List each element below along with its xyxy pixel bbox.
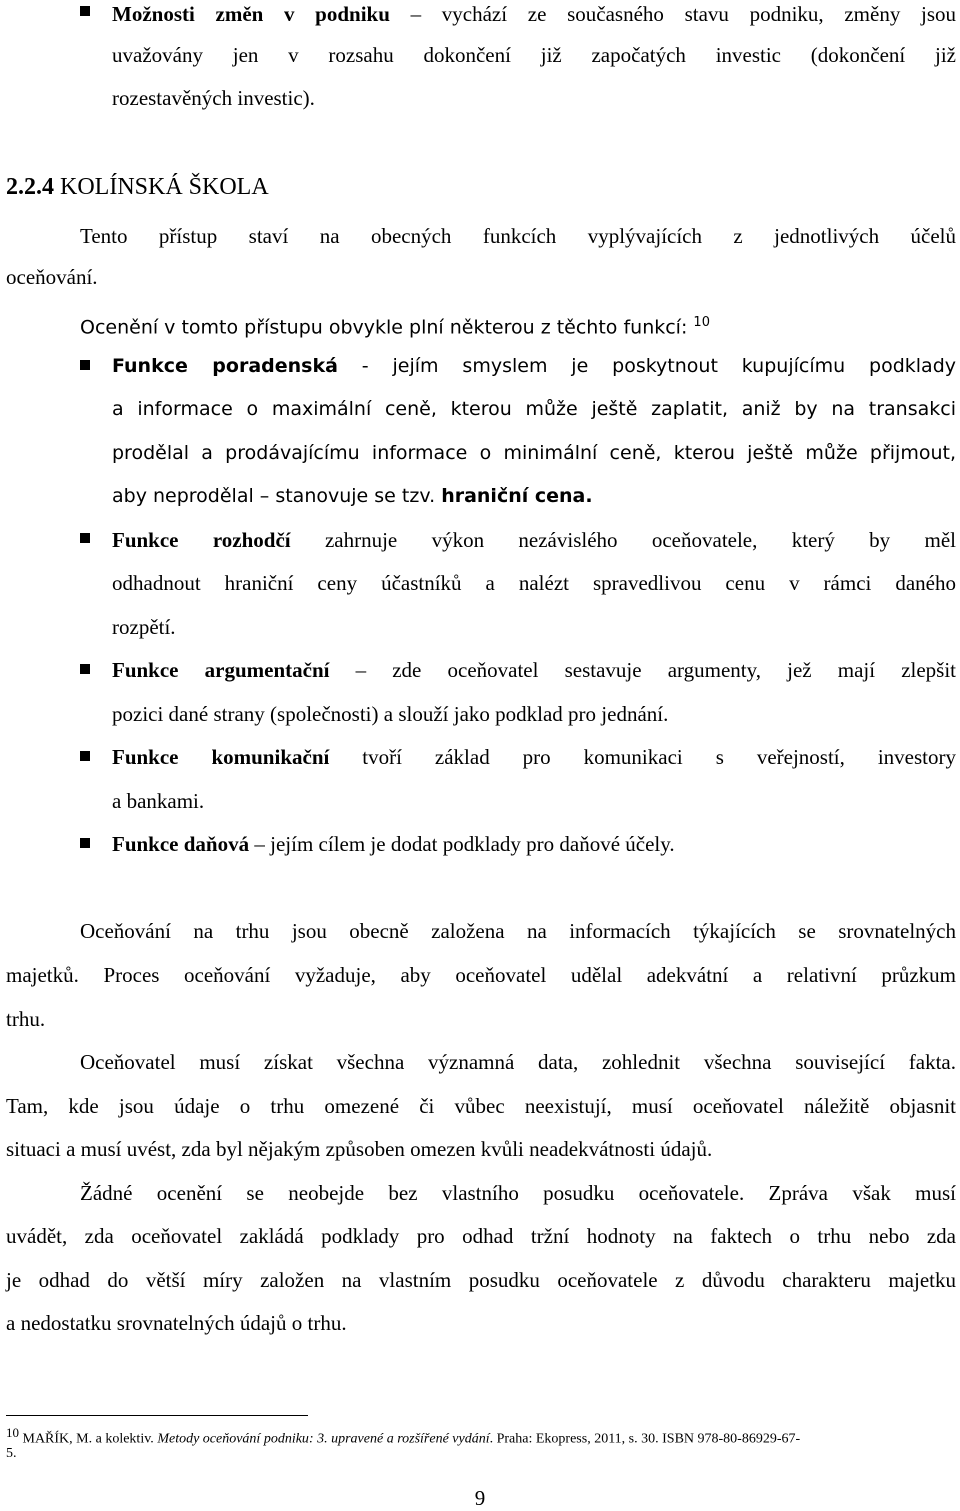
bullet-line: Možnosti změn v podniku – vychází ze současného stavu podniku, změny jsou: [112, 2, 957, 26]
footnote-number: 10: [6, 1425, 19, 1440]
section-number: 2.2.4: [6, 174, 54, 200]
footnote-continuation: 5.: [6, 1446, 17, 1461]
bullet-line: uvažovány jen v rozsahu dokončení již započatých investic (dokončení již: [112, 43, 956, 67]
paragraph-line: Tam, kde jsou údaje o trhu omezené či vůbec neexistují, musí oceňovatel náležitě objasnit: [6, 1094, 956, 1118]
paragraph-line: Oceňovatel musí získat všechna významná data, zohlednit všechna související fakta.: [80, 1050, 956, 1074]
bullet-marker: [80, 751, 90, 761]
bullet-marker: [80, 664, 90, 674]
function-line: rozpětí.: [112, 615, 176, 639]
function-item: Funkce rozhodčí zahrnuje výkon nezávislého oceňovatele, který by měl: [112, 528, 956, 552]
page-number: 9: [474, 1486, 486, 1510]
paragraph-line: a nedostatku srovnatelných údajů o trhu.: [6, 1311, 347, 1335]
function-line: pozici dané strany (společnosti) a slouží jako podklad pro jednání.: [112, 702, 669, 726]
paragraph-line: trhu.: [6, 1007, 46, 1031]
bullet-marker: [80, 6, 90, 16]
footnote-separator: [6, 1415, 308, 1416]
function-title: Funkce komunikační: [112, 745, 330, 769]
paragraph-line: majetků. Proces oceňování vyžaduje, aby oceňovatel udělal adekvátní a relativní průzkum: [6, 963, 956, 987]
function-title: Funkce daňová: [112, 832, 250, 856]
footnote: $^{10}$ MAŘÍK, M. a kolektiv. Metody oceňování podniku: 3. upravené a rozšířené vydání. Praha: Ekopress, 2011, s. 30. ISBN 978-80-86929-67-: [6, 1425, 801, 1447]
function-line: a bankami.: [112, 789, 205, 813]
paragraph-line: Žádné ocenění se neobejde bez vlastního posudku oceňovatele. Zpráva však musí: [80, 1181, 956, 1205]
intro-line: oceňování.: [6, 265, 98, 289]
function-line: a informace o maximální ceně, kterou může ještě zaplatit, aniž by na transakci: [112, 398, 956, 420]
bullet-marker: [80, 360, 90, 370]
function-title: Funkce poradenská: [112, 355, 338, 377]
function-line: aby neprodělal – stanovuje se tzv. hraniční cena.: [112, 485, 593, 507]
function-item: Funkce daňová – jejím cílem je dodat podklady pro daňové účely.: [112, 832, 675, 856]
function-item: Funkce poradenská - jejím smyslem je poskytnout kupujícímu podklady: [112, 355, 957, 377]
function-item: Funkce komunikační tvoří základ pro komunikaci s veřejností, investory: [112, 745, 956, 769]
functions-intro: Ocenění v tomto přístupu obvykle plní některou z těchto funkcí: $^{10}$: [80, 315, 710, 339]
function-line: prodělal a prodávajícímu informace o minimální ceně, kterou ještě může přijmout,: [112, 442, 956, 464]
emphasis-term: hraniční cena.: [441, 485, 593, 507]
section-title: KOLÍNSKÁ ŠKOLA: [60, 174, 269, 200]
footnote-ref: 10: [693, 315, 710, 330]
function-title: Funkce argumentační: [112, 658, 330, 682]
bullet-title: Možnosti změn v podniku: [112, 2, 390, 26]
intro-line: Tento přístup staví na obecných funkcích vyplývajících z jednotlivých účelů: [80, 224, 956, 248]
bullet-marker: [80, 838, 90, 848]
section-heading: [6, 174, 956, 200]
paragraph-line: uvádět, zda oceňovatel zakládá podklady pro odhad tržní hodnoty na faktech o trhu nebo zda: [6, 1224, 956, 1248]
paragraph-line: je odhad do větší míry založen na vlastním posudku oceňovatele z důvodu charakteru majetku: [6, 1268, 956, 1292]
function-title: Funkce rozhodčí: [112, 528, 291, 552]
paragraph-line: situaci a musí uvést, zda byl nějakým způsoben omezen kvůli neadekvátnosti údajů.: [6, 1137, 713, 1161]
bullet-line: rozestavěných investic).: [112, 86, 315, 110]
function-line: odhadnout hraniční ceny účastníků a nalézt spravedlivou cenu v rámci daného: [112, 571, 956, 595]
paragraph-line: Oceňování na trhu jsou obecně založena na informacích týkajících se srovnatelných: [80, 919, 956, 943]
footnote-book-title: Metody oceňování podniku: [157, 1431, 309, 1447]
bullet-marker: [80, 533, 90, 543]
function-item: Funkce argumentační – zde oceňovatel sestavuje argumenty, jež mají zlepšit: [112, 658, 957, 682]
